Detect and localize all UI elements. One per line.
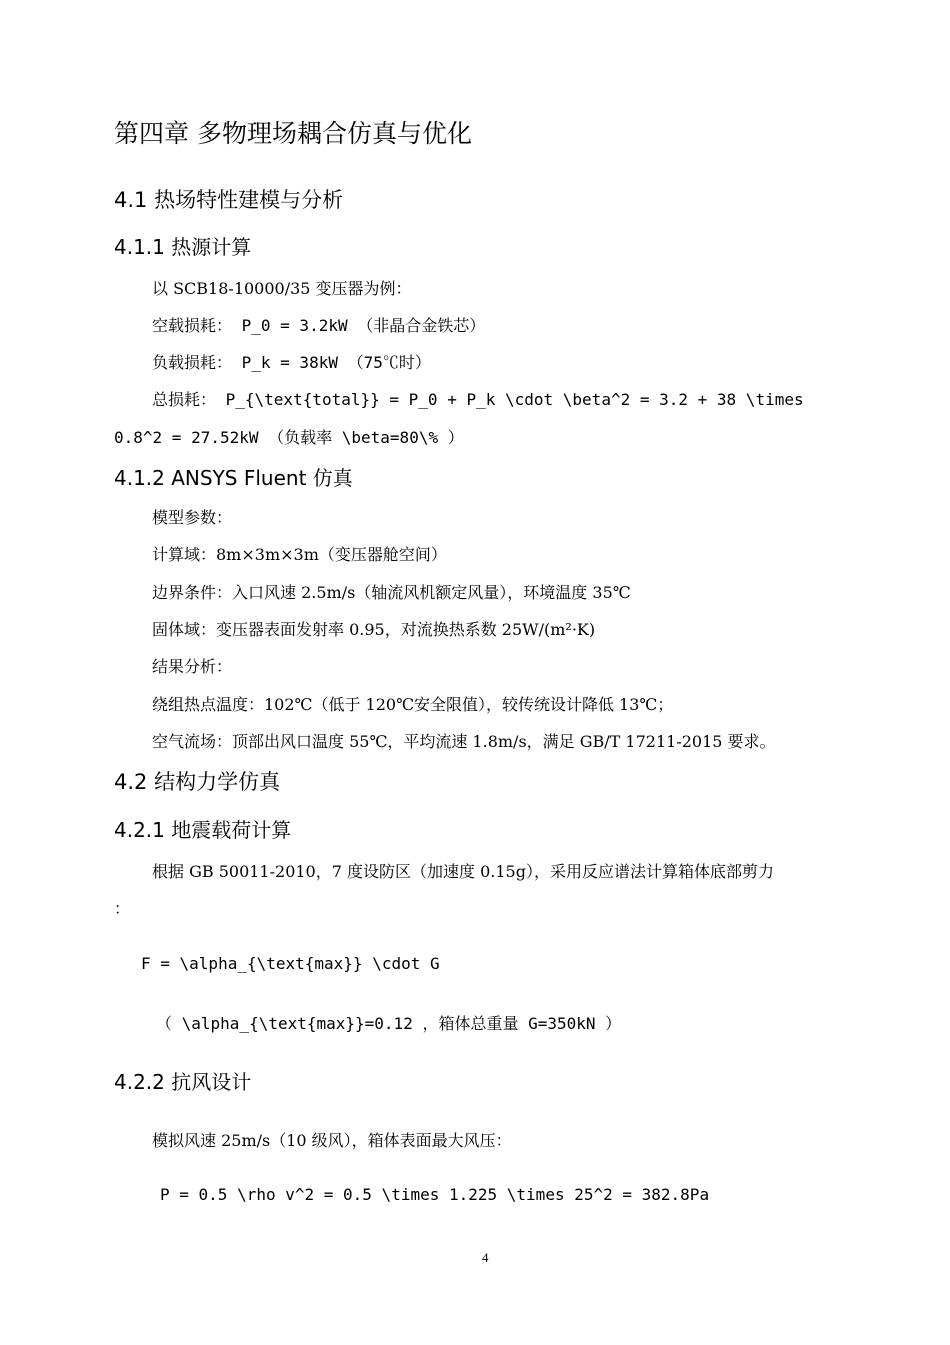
paragraph-solid-domain: 固体域：变压器表面发射率 0.95，对流换热系数 25W/(m²·K) xyxy=(152,620,596,639)
paragraph-result-title: 结果分析： xyxy=(152,657,233,676)
subsection-heading-4-1-1: 4.1.1 热源计算 xyxy=(114,235,252,259)
paragraph-seismic-intro-line1: 根据 GB 50011-2010，7 度设防区（加速度 0.15g），采用反应谱法计算箱体底部剪力 xyxy=(152,862,774,881)
paragraph-airflow: 空气流场：顶部出风口温度 55℃，平均流速 1.8m/s，满足 GB/T 17211-2015 要求。 xyxy=(152,732,776,751)
paragraph-wind-intro: 模拟风速 25m/s（10 级风），箱体表面最大风压： xyxy=(152,1131,512,1150)
subsection-heading-4-1-2: 4.1.2 ANSYS Fluent 仿真 xyxy=(114,466,353,490)
section-heading-4-1: 4.1 热场特性建模与分析 xyxy=(114,188,344,212)
paragraph-example: 以 SCB18-10000/35 变压器为例： xyxy=(152,279,412,298)
paragraph-total-loss-line1: 总损耗： P_{\text{total}} = P_0 + P_k \cdot \beta^2 = 3.2 + 38 \times xyxy=(152,390,804,409)
page-number: 4 xyxy=(482,1250,489,1265)
paragraph-load-loss: 负载损耗： P_k = 38kW （75℃时） xyxy=(152,353,431,372)
section-heading-4-2: 4.2 结构力学仿真 xyxy=(114,770,281,794)
subsection-heading-4-2-2: 4.2.2 抗风设计 xyxy=(114,1070,252,1094)
paragraph-hotspot-temp: 绕组热点温度：102℃（低于 120℃安全限值），较传统设计降低 13℃； xyxy=(152,695,674,714)
paragraph-total-loss-line2: 0.8^2 = 27.52kW （负载率 \beta=80\% ） xyxy=(114,428,464,447)
chapter-title: 第四章 多物理场耦合仿真与优化 xyxy=(114,119,472,148)
formula-seismic-note: （ \alpha_{\text{max}}=0.12 ，箱体总重量 G=350kN ） xyxy=(156,1014,622,1033)
paragraph-seismic-intro-line2: ： xyxy=(114,899,131,918)
paragraph-compute-domain: 计算域：8m×3m×3m（变压器舱空间） xyxy=(152,545,447,564)
paragraph-no-load-loss: 空载损耗： P_0 = 3.2kW （非晶合金铁芯） xyxy=(152,316,486,335)
paragraph-boundary-conditions: 边界条件：入口风速 2.5m/s（轴流风机额定风量），环境温度 35℃ xyxy=(152,583,631,602)
subsection-heading-4-2-1: 4.2.1 地震载荷计算 xyxy=(114,818,292,842)
formula-wind-pressure: P = 0.5 \rho v^2 = 0.5 \times 1.225 \times 25^2 = 382.8Pa xyxy=(160,1185,710,1204)
paragraph-model-params: 模型参数： xyxy=(152,508,233,527)
formula-seismic-force: F = \alpha_{\text{max}} \cdot G xyxy=(141,954,440,973)
